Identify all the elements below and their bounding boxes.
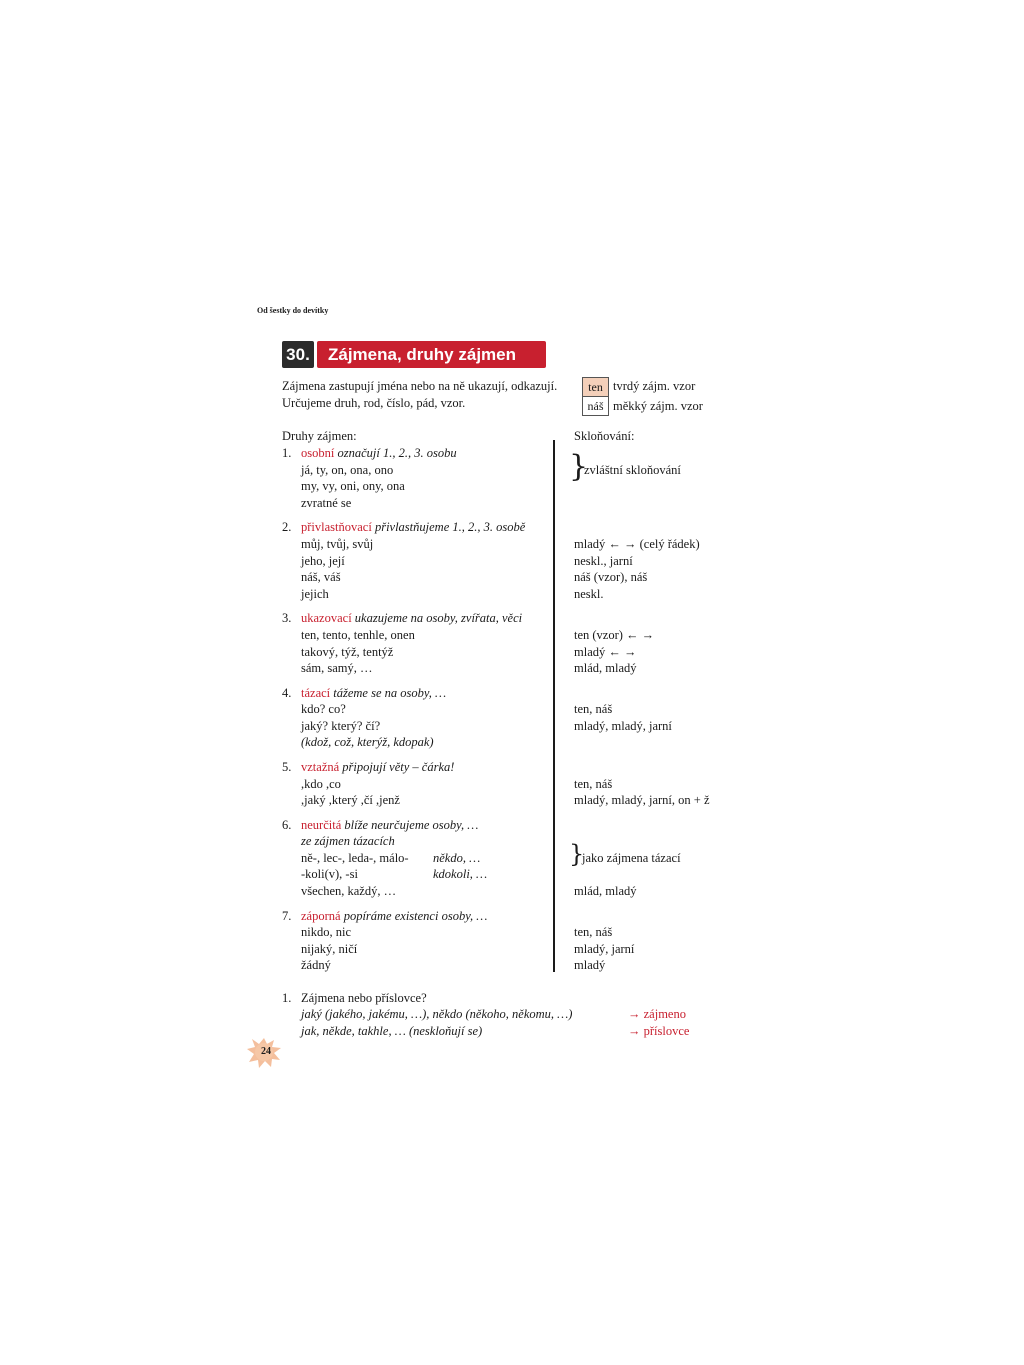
group-4-line: (kdož, což, kterýž, kdopak) (301, 735, 434, 749)
page-number: 24 (261, 1046, 271, 1057)
intro-line-1: Zájmena zastupují jména nebo na ně ukazují, odkazují. (282, 379, 558, 393)
group-7-line: nikdo, nic (301, 925, 351, 939)
group-2-name: přivlastňovací (301, 520, 372, 534)
group-4-line: kdo? co? (301, 702, 346, 716)
intro-line-2: Určujeme druh, rod, číslo, pád, vzor. (282, 396, 466, 410)
legend-tag-ten: ten (582, 377, 609, 397)
group-7-number: 7. (282, 909, 292, 923)
group-3-line: ten, tento, tenhle, onen (301, 628, 415, 642)
group-3-right: mladý ← → (574, 645, 637, 659)
group-2-line: náš, váš (301, 570, 341, 584)
group-1-line: zvratné se (301, 496, 352, 510)
group-6-right: mlád, mladý (574, 884, 637, 898)
group-1-number: 1. (282, 446, 292, 460)
group-5-number: 5. (282, 760, 292, 774)
legend-text-ten: tvrdý zájm. vzor (613, 379, 696, 393)
exercise-question: Zájmena nebo příslovce? (301, 991, 427, 1005)
group-6-side: kdokoli, … (433, 867, 488, 881)
group-1-heading (301, 446, 457, 461)
exercise-row-answer: → zájmeno (628, 1007, 686, 1021)
group-2-right: neskl., jarní (574, 554, 633, 568)
group-6-side: někdo, … (433, 851, 481, 865)
legend-tag-nas: náš (582, 396, 609, 416)
group-4-number: 4. (282, 686, 292, 700)
group-3-name: ukazovací (301, 611, 352, 625)
group-6-line: -koli(v), -si (301, 867, 358, 881)
group-5-desc: připojují věty – čárka! (342, 760, 455, 774)
group-6-right: jako zájmena tázací (582, 851, 681, 865)
column-divider (553, 440, 555, 972)
group-3-right: ten (vzor) ← → (574, 628, 655, 642)
exercise-row-text: jaký (jakého, jakému, …), někdo (někoho, někomu, …) (301, 1007, 573, 1021)
group-2-right: náš (vzor), náš (574, 570, 648, 584)
group-2-number: 2. (282, 520, 292, 534)
group-1-name: osobní (301, 446, 335, 460)
group-7-heading (301, 909, 487, 924)
left-heading: Druhy zájmen: (282, 429, 357, 443)
group-5-heading (301, 760, 454, 775)
group-6-line: ze zájmen tázacích (301, 834, 395, 848)
group-4-right: mladý, mladý, jarní (574, 719, 672, 733)
group-5-right: mladý, mladý, jarní, on + ž (574, 793, 710, 807)
group-2-line: můj, tvůj, svůj (301, 537, 374, 551)
running-header: Od šestky do devítky (257, 306, 329, 315)
group-2-right: mladý ← → (celý řádek) (574, 537, 700, 551)
group-7-right: mladý, jarní (574, 942, 635, 956)
group-2-right: neskl. (574, 587, 604, 601)
brace-icon: } (569, 449, 589, 484)
group-5-name: vztažná (301, 760, 340, 774)
right-heading: Skloňování: (574, 429, 635, 443)
group-7-right: mladý (574, 958, 606, 972)
chapter-title: Zájmena, druhy zájmen (317, 341, 546, 368)
exercise-row-text: jak, někde, takhle, … (neskloňují se) (301, 1024, 483, 1038)
group-6-name: neurčitá (301, 818, 342, 832)
group-4-right: ten, náš (574, 702, 613, 716)
group-1-right: zvláštní skloňování (584, 463, 681, 477)
group-6-number: 6. (282, 818, 292, 832)
brace-icon: } (569, 840, 585, 868)
group-4-desc: tážeme se na osoby, … (333, 686, 447, 700)
group-4-heading (301, 686, 446, 701)
group-3-line: takový, týž, tentýž (301, 645, 394, 659)
group-5-right: ten, náš (574, 777, 613, 791)
group-7-desc: popíráme existenci osoby, … (343, 909, 488, 923)
group-3-right: mlád, mladý (574, 661, 637, 675)
group-6-desc: blíže neurčujeme osoby, … (344, 818, 479, 832)
legend-text-nas: měkký zájm. vzor (613, 399, 703, 413)
group-3-heading (301, 611, 522, 626)
group-5-line: ,jaký ,který ,čí ,jenž (301, 793, 400, 807)
group-4-name: tázací (301, 686, 331, 700)
group-2-line: jeho, její (301, 554, 345, 568)
group-1-line: já, ty, on, ona, ono (301, 463, 394, 477)
group-1-line: my, vy, oni, ony, ona (301, 479, 405, 493)
group-7-name: záporná (301, 909, 341, 923)
group-6-heading (301, 818, 478, 833)
group-7-line: žádný (301, 958, 331, 972)
group-2-desc: přivlastňujeme 1., 2., 3. osobě (374, 520, 526, 534)
chapter-number: 30. (282, 341, 314, 368)
group-4-line: jaký? který? čí? (301, 719, 381, 733)
group-3-line: sám, samý, … (301, 661, 373, 675)
group-6-line: ně-, lec-, leda-, málo- (301, 851, 409, 865)
group-7-right: ten, náš (574, 925, 613, 939)
group-2-heading (301, 520, 525, 535)
group-3-desc: ukazujeme na osoby, zvířata, věci (354, 611, 523, 625)
group-5-line: ,kdo ,co (301, 777, 341, 791)
group-7-line: nijaký, ničí (301, 942, 358, 956)
group-2-line: jejich (301, 587, 329, 601)
group-6-line: všechen, každý, … (301, 884, 397, 898)
exercise-row-answer: → příslovce (628, 1024, 690, 1038)
group-1-desc: označují 1., 2., 3. osobu (337, 446, 457, 460)
group-3-number: 3. (282, 611, 292, 625)
exercise-number: 1. (282, 991, 292, 1005)
